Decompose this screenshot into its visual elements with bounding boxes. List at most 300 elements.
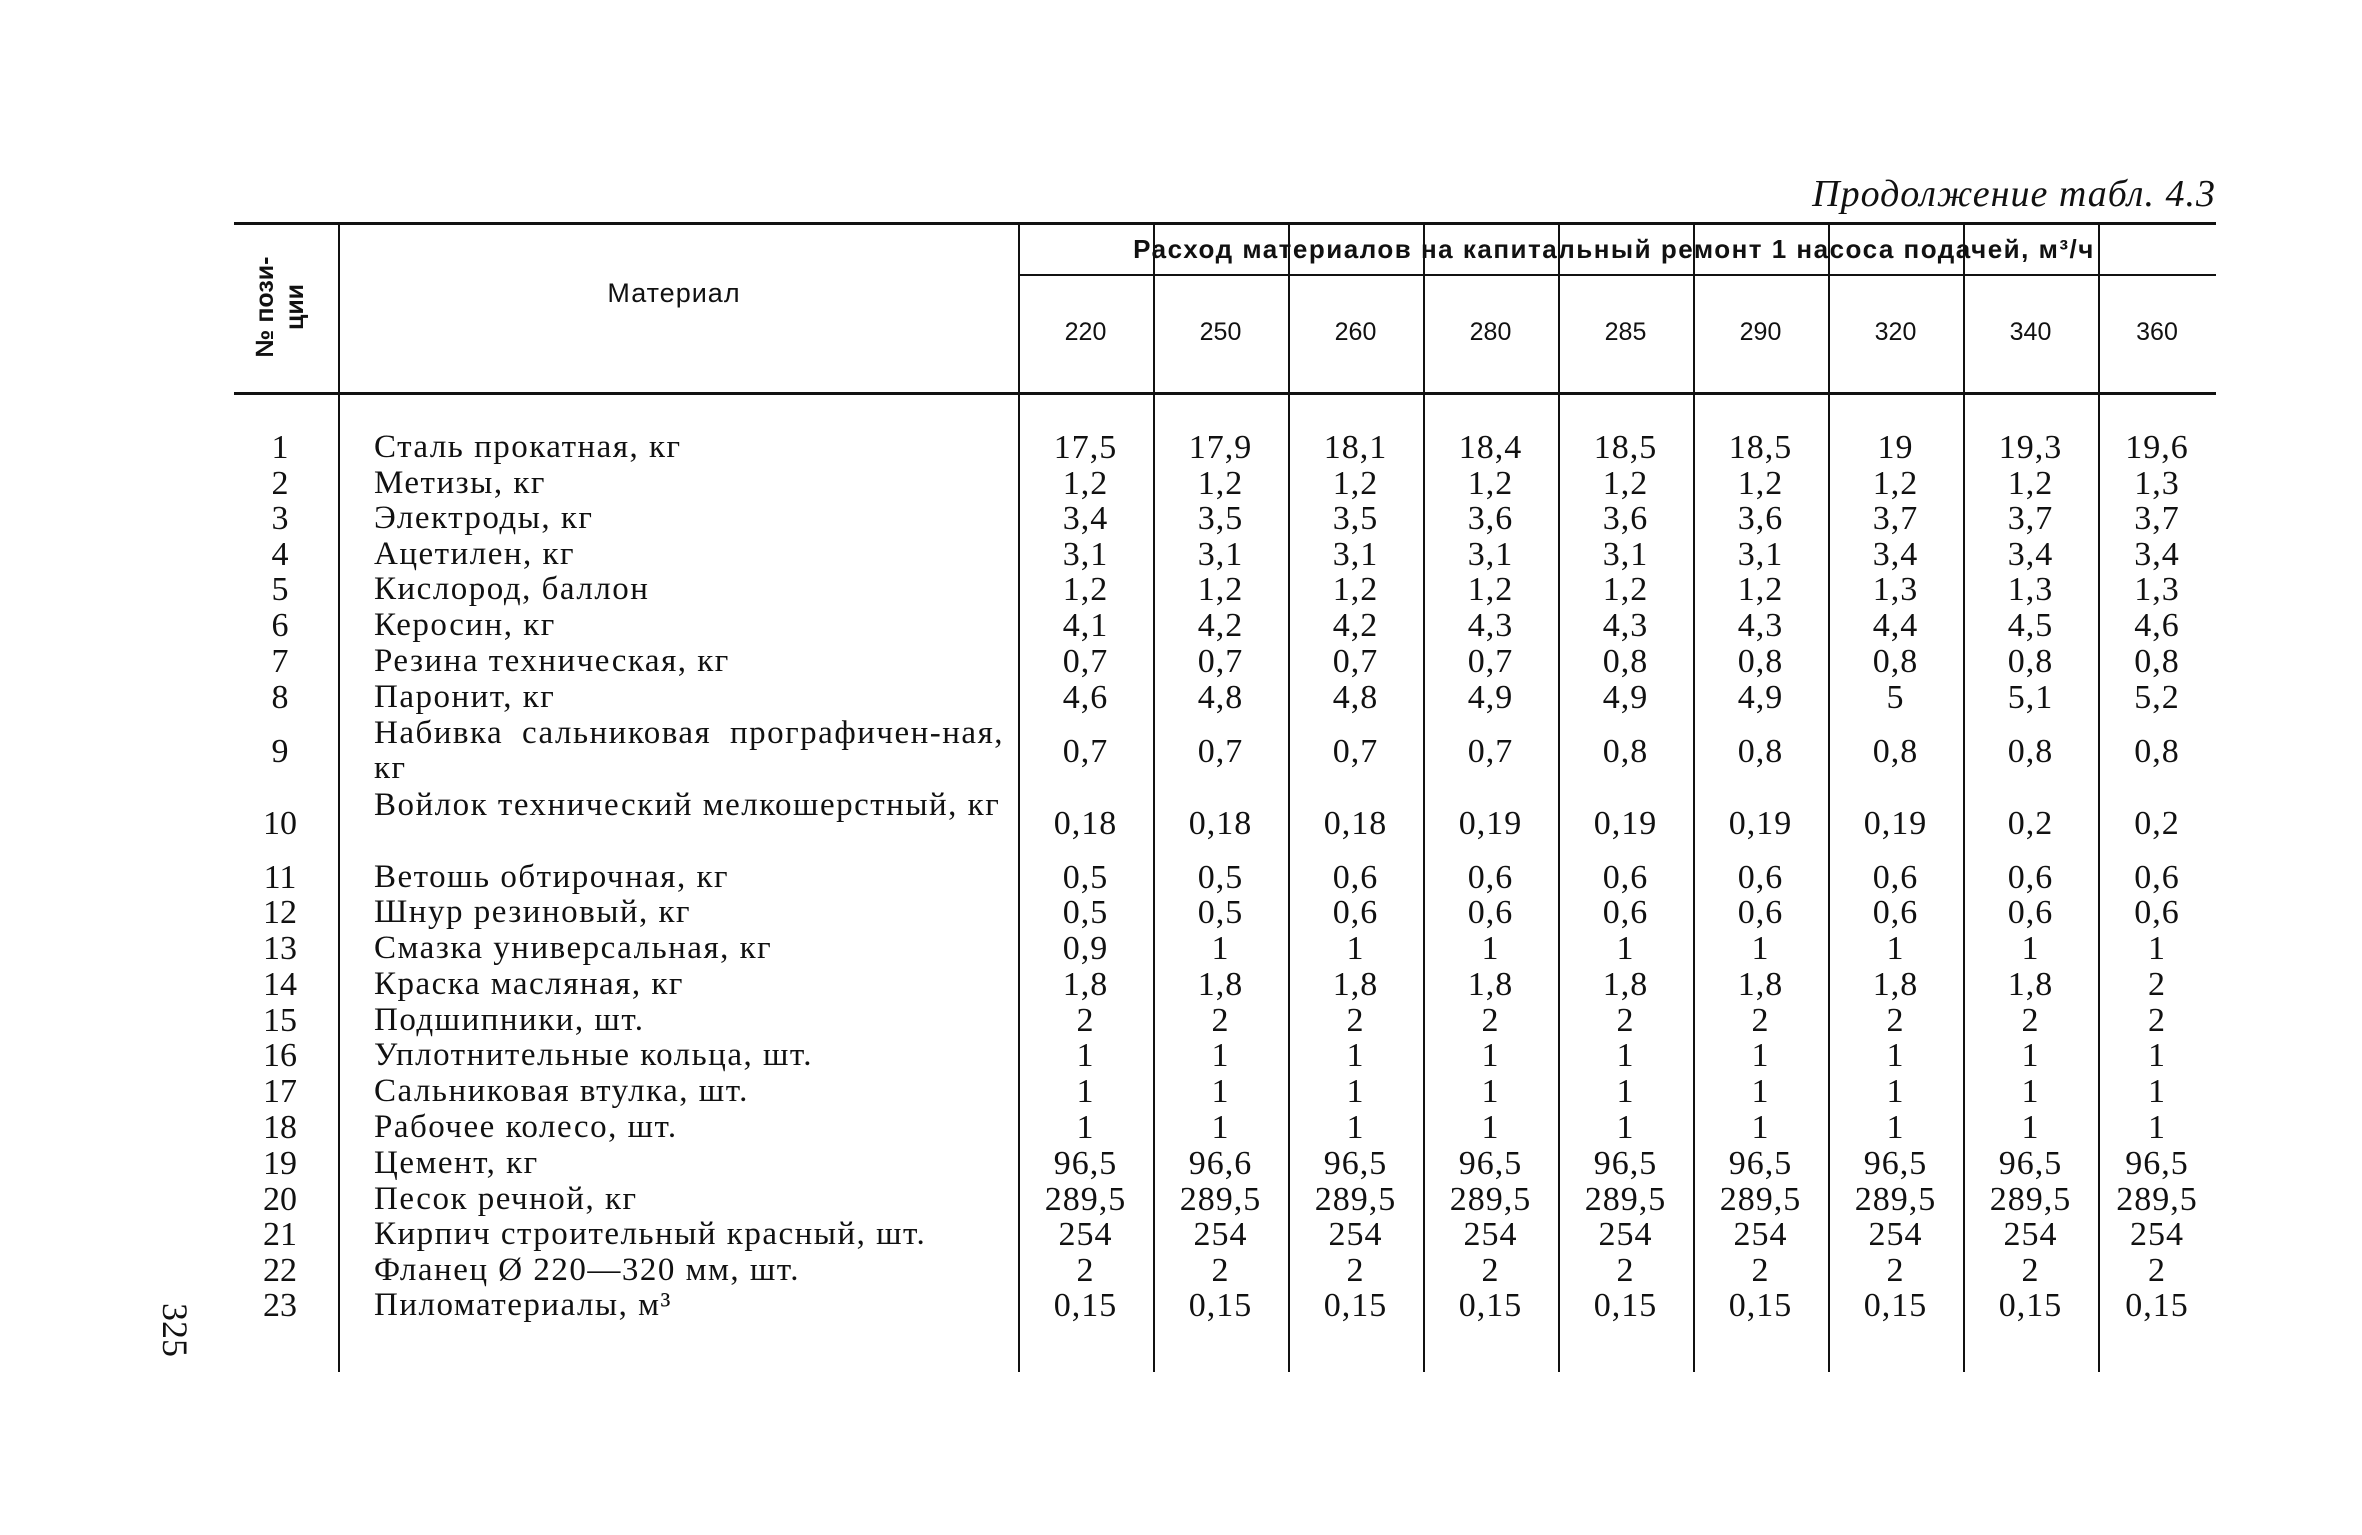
row-value-260: 1 xyxy=(1346,1073,1365,1110)
row-value-285: 254 xyxy=(1598,1216,1653,1253)
row-material: Шнур резиновый, кг xyxy=(374,894,692,930)
row-value-280: 2 xyxy=(1481,1252,1500,1289)
row-value-320: 5 xyxy=(1886,679,1905,716)
row-value-290: 0,8 xyxy=(1737,733,1784,770)
row-value-290: 289,5 xyxy=(1719,1181,1802,1218)
table-row xyxy=(234,788,2216,860)
row-value-220: 1,2 xyxy=(1062,465,1109,502)
row-position-number: 18 xyxy=(263,1109,297,1146)
row-position-number: 10 xyxy=(263,805,297,842)
row-value-280: 2 xyxy=(1481,1002,1500,1039)
row-position-number: 22 xyxy=(263,1252,297,1289)
row-position-number: 16 xyxy=(263,1037,297,1074)
row-value-285: 1,8 xyxy=(1602,966,1649,1003)
row-value-260: 0,6 xyxy=(1332,894,1379,931)
row-value-280: 4,9 xyxy=(1467,679,1514,716)
row-value-260: 3,1 xyxy=(1332,536,1379,573)
row-value-250: 0,7 xyxy=(1197,643,1244,680)
row-position-number: 19 xyxy=(263,1145,297,1182)
table-row xyxy=(234,537,2216,572)
table-row xyxy=(234,860,2216,895)
row-value-250: 1,8 xyxy=(1197,966,1244,1003)
row-value-260: 4,2 xyxy=(1332,607,1379,644)
column-divider xyxy=(1693,222,1695,1372)
row-material: Сальниковая втулка, шт. xyxy=(374,1073,749,1109)
row-position-number: 12 xyxy=(263,894,297,931)
row-value-320: 0,15 xyxy=(1863,1287,1928,1324)
row-value-320: 0,8 xyxy=(1872,733,1919,770)
row-position-number: 14 xyxy=(263,966,297,1003)
row-value-290: 1 xyxy=(1751,1037,1770,1074)
row-value-290: 96,5 xyxy=(1728,1145,1793,1182)
column-divider xyxy=(1018,222,1020,1372)
row-value-290: 0,15 xyxy=(1728,1287,1793,1324)
row-value-280: 289,5 xyxy=(1449,1181,1532,1218)
row-value-320: 0,6 xyxy=(1872,859,1919,896)
row-value-340: 1,2 xyxy=(2007,465,2054,502)
row-value-280: 0,19 xyxy=(1458,805,1523,842)
row-value-340: 3,7 xyxy=(2007,500,2054,537)
row-value-280: 254 xyxy=(1463,1216,1518,1253)
row-material: Цемент, кг xyxy=(374,1145,539,1181)
row-value-360: 1 xyxy=(2148,1073,2166,1110)
row-value-285: 1 xyxy=(1616,1109,1635,1146)
materials-table xyxy=(234,222,2216,1372)
row-value-340: 2 xyxy=(2021,1252,2040,1289)
row-value-320: 289,5 xyxy=(1854,1181,1937,1218)
row-value-260: 2 xyxy=(1346,1002,1365,1039)
row-value-250: 289,5 xyxy=(1179,1181,1262,1218)
header-material: Материал xyxy=(607,277,741,308)
row-value-340: 5,1 xyxy=(2007,679,2054,716)
row-value-260: 4,8 xyxy=(1332,679,1379,716)
row-value-360: 96,5 xyxy=(2125,1145,2189,1182)
row-value-280: 0,7 xyxy=(1467,733,1514,770)
row-material: Резина техническая, кг xyxy=(374,643,730,679)
row-value-290: 2 xyxy=(1751,1002,1770,1039)
row-value-360: 0,8 xyxy=(2134,643,2180,680)
row-value-260: 0,15 xyxy=(1323,1287,1388,1324)
row-position-number: 3 xyxy=(271,500,289,537)
row-value-260: 0,18 xyxy=(1323,805,1388,842)
table-row xyxy=(234,608,2216,644)
row-value-220: 2 xyxy=(1076,1252,1095,1289)
row-value-285: 0,8 xyxy=(1602,643,1649,680)
table-row xyxy=(234,1074,2216,1110)
row-value-320: 1,8 xyxy=(1872,966,1919,1003)
row-value-220: 3,4 xyxy=(1062,500,1109,537)
row-value-250: 4,2 xyxy=(1197,607,1244,644)
row-value-220: 4,6 xyxy=(1062,679,1109,716)
row-value-285: 0,15 xyxy=(1593,1287,1658,1324)
row-value-360: 1 xyxy=(2148,930,2166,967)
row-value-250: 4,8 xyxy=(1197,679,1244,716)
row-value-360: 1 xyxy=(2148,1109,2166,1146)
row-value-360: 254 xyxy=(2130,1216,2184,1253)
row-material: Электроды, кг xyxy=(374,500,594,536)
header-capacity-220: 220 xyxy=(1064,318,1107,346)
row-value-340: 0,8 xyxy=(2007,733,2054,770)
row-value-280: 96,5 xyxy=(1458,1145,1523,1182)
row-position-number: 7 xyxy=(271,643,289,680)
row-value-360: 0,8 xyxy=(2134,733,2180,770)
row-value-360: 2 xyxy=(2148,966,2166,1003)
row-value-260: 1 xyxy=(1346,1109,1365,1146)
row-value-360: 2 xyxy=(2148,1002,2166,1039)
table-row xyxy=(234,1003,2216,1038)
row-value-340: 0,6 xyxy=(2007,859,2054,896)
row-value-360: 4,6 xyxy=(2134,607,2180,644)
row-value-290: 3,6 xyxy=(1737,500,1784,537)
row-value-290: 0,6 xyxy=(1737,894,1784,931)
row-value-320: 1 xyxy=(1886,1073,1905,1110)
row-position-number: 23 xyxy=(263,1287,297,1324)
row-value-290: 1 xyxy=(1751,1073,1770,1110)
row-value-360: 1 xyxy=(2148,1037,2166,1074)
row-material: Набивка сальниковая прографичен-ная, кг xyxy=(374,715,1004,786)
header-capacity-360: 360 xyxy=(2136,318,2178,346)
header-capacity-260: 260 xyxy=(1334,318,1377,346)
row-value-250: 1 xyxy=(1211,1037,1230,1074)
row-value-220: 0,7 xyxy=(1062,643,1109,680)
row-value-285: 1 xyxy=(1616,1073,1635,1110)
row-value-320: 19 xyxy=(1877,429,1914,466)
row-value-285: 2 xyxy=(1616,1252,1635,1289)
row-position-number: 20 xyxy=(263,1181,297,1218)
row-position-number: 21 xyxy=(263,1216,297,1253)
table-row xyxy=(234,1288,2216,1324)
column-divider xyxy=(338,222,340,1372)
row-value-250: 3,5 xyxy=(1197,500,1244,537)
row-material: Рабочее колесо, шт. xyxy=(374,1109,678,1145)
row-value-360: 1,3 xyxy=(2134,571,2180,608)
table-top-rule xyxy=(234,222,2216,225)
row-value-220: 0,5 xyxy=(1062,894,1109,931)
table-row xyxy=(234,572,2216,608)
row-value-340: 0,2 xyxy=(2007,805,2054,842)
row-value-220: 2 xyxy=(1076,1002,1095,1039)
row-value-250: 3,1 xyxy=(1197,536,1244,573)
column-divider xyxy=(1423,222,1425,1372)
header-position-number xyxy=(230,226,330,388)
row-value-285: 2 xyxy=(1616,1002,1635,1039)
row-material: Смазка универсальная, кг xyxy=(374,930,773,966)
row-value-260: 1,2 xyxy=(1332,465,1379,502)
row-value-285: 0,6 xyxy=(1602,894,1649,931)
row-value-285: 3,6 xyxy=(1602,500,1649,537)
row-value-260: 18,1 xyxy=(1323,429,1388,466)
row-value-290: 0,6 xyxy=(1737,859,1784,896)
row-value-250: 0,15 xyxy=(1188,1287,1253,1324)
column-divider xyxy=(1153,222,1155,1372)
table-row xyxy=(234,501,2216,537)
row-value-280: 3,6 xyxy=(1467,500,1514,537)
row-value-320: 1 xyxy=(1886,1109,1905,1146)
row-value-220: 1 xyxy=(1076,1109,1095,1146)
row-material: Войлок технический мелкошерстный, кг xyxy=(374,787,1001,823)
row-material: Фланец Ø 220—320 мм, шт. xyxy=(374,1252,800,1288)
header-position-label: № пози- ции xyxy=(251,256,309,358)
row-value-340: 19,3 xyxy=(1998,429,2063,466)
row-value-320: 1,3 xyxy=(1872,571,1919,608)
row-value-220: 96,5 xyxy=(1053,1145,1118,1182)
table-row xyxy=(234,430,2216,466)
row-value-320: 3,7 xyxy=(1872,500,1919,537)
row-value-250: 17,9 xyxy=(1188,429,1253,466)
row-value-280: 0,6 xyxy=(1467,859,1514,896)
row-value-285: 96,5 xyxy=(1593,1145,1658,1182)
header-consumption-group: Расход материалов на капитальный ремонт 1 насоса подачей, м³/ч xyxy=(1133,234,2095,264)
table-row xyxy=(234,680,2216,716)
row-value-260: 0,7 xyxy=(1332,733,1379,770)
row-value-290: 18,5 xyxy=(1728,429,1793,466)
row-value-220: 254 xyxy=(1058,1216,1113,1253)
row-value-360: 0,6 xyxy=(2134,894,2180,931)
row-position-number: 4 xyxy=(271,536,289,573)
row-value-280: 1 xyxy=(1481,930,1500,967)
header-group-rule xyxy=(1018,274,2216,276)
row-value-280: 1,2 xyxy=(1467,465,1514,502)
table-caption: Продолжение табл. 4.3 xyxy=(1812,173,2216,215)
header-capacity-280: 280 xyxy=(1469,318,1512,346)
row-value-340: 289,5 xyxy=(1989,1181,2072,1218)
table-row xyxy=(234,1038,2216,1074)
row-value-360: 3,4 xyxy=(2134,536,2180,573)
row-material: Краска масляная, кг xyxy=(374,966,684,1002)
row-value-340: 1 xyxy=(2021,1037,2040,1074)
row-value-250: 0,7 xyxy=(1197,733,1244,770)
header-capacity-250: 250 xyxy=(1199,318,1242,346)
row-value-320: 2 xyxy=(1886,1252,1905,1289)
row-position-number: 1 xyxy=(271,429,289,466)
row-value-285: 1 xyxy=(1616,1037,1635,1074)
row-value-260: 0,6 xyxy=(1332,859,1379,896)
row-value-320: 0,19 xyxy=(1863,805,1928,842)
row-material: Кирпич строительный красный, шт. xyxy=(374,1216,927,1252)
column-divider xyxy=(1558,222,1560,1372)
row-value-250: 254 xyxy=(1193,1216,1248,1253)
table-row xyxy=(234,931,2216,967)
row-value-250: 0,5 xyxy=(1197,859,1244,896)
row-value-290: 1 xyxy=(1751,1109,1770,1146)
row-position-number: 15 xyxy=(263,1002,297,1039)
row-value-290: 254 xyxy=(1733,1216,1788,1253)
row-value-340: 1,3 xyxy=(2007,571,2054,608)
row-value-220: 3,1 xyxy=(1062,536,1109,573)
row-value-250: 96,6 xyxy=(1188,1145,1253,1182)
row-value-360: 289,5 xyxy=(2116,1181,2198,1218)
row-value-320: 3,4 xyxy=(1872,536,1919,573)
row-position-number: 6 xyxy=(271,607,289,644)
row-material: Сталь прокатная, кг xyxy=(374,429,682,465)
row-value-280: 0,15 xyxy=(1458,1287,1523,1324)
row-value-320: 96,5 xyxy=(1863,1145,1928,1182)
row-value-320: 1,2 xyxy=(1872,465,1919,502)
row-value-285: 0,19 xyxy=(1593,805,1658,842)
row-value-285: 1,2 xyxy=(1602,571,1649,608)
row-value-290: 4,9 xyxy=(1737,679,1784,716)
row-value-250: 2 xyxy=(1211,1002,1230,1039)
row-value-290: 3,1 xyxy=(1737,536,1784,573)
row-value-320: 0,6 xyxy=(1872,894,1919,931)
column-divider xyxy=(1828,222,1830,1372)
row-value-250: 1,2 xyxy=(1197,571,1244,608)
row-value-290: 1,8 xyxy=(1737,966,1784,1003)
row-value-220: 0,15 xyxy=(1053,1287,1118,1324)
row-value-260: 3,5 xyxy=(1332,500,1379,537)
row-value-290: 1 xyxy=(1751,930,1770,967)
row-value-340: 3,4 xyxy=(2007,536,2054,573)
row-value-285: 4,9 xyxy=(1602,679,1649,716)
header-bottom-rule xyxy=(234,392,2216,395)
row-material: Уплотнительные кольца, шт. xyxy=(374,1037,814,1073)
row-value-360: 0,2 xyxy=(2134,805,2180,842)
column-divider xyxy=(2098,222,2100,1372)
row-value-250: 1 xyxy=(1211,930,1230,967)
row-value-285: 18,5 xyxy=(1593,429,1658,466)
table-row xyxy=(234,1182,2216,1217)
table-row xyxy=(234,644,2216,680)
row-value-280: 1 xyxy=(1481,1037,1500,1074)
row-value-320: 0,8 xyxy=(1872,643,1919,680)
row-value-280: 3,1 xyxy=(1467,536,1514,573)
row-value-250: 1 xyxy=(1211,1109,1230,1146)
row-position-number: 2 xyxy=(271,465,289,502)
row-material: Подшипники, шт. xyxy=(374,1002,645,1038)
row-value-220: 0,7 xyxy=(1062,733,1109,770)
row-value-320: 4,4 xyxy=(1872,607,1919,644)
row-value-250: 1 xyxy=(1211,1073,1230,1110)
row-material: Ацетилен, кг xyxy=(374,536,576,572)
row-value-280: 18,4 xyxy=(1458,429,1523,466)
row-value-220: 1 xyxy=(1076,1037,1095,1074)
row-material: Паронит, кг xyxy=(374,679,556,715)
table-row xyxy=(234,895,2216,931)
header-capacity-290: 290 xyxy=(1739,318,1782,346)
row-value-340: 2 xyxy=(2021,1002,2040,1039)
row-value-320: 254 xyxy=(1868,1216,1923,1253)
row-value-285: 1 xyxy=(1616,930,1635,967)
row-value-220: 0,5 xyxy=(1062,859,1109,896)
row-position-number: 8 xyxy=(271,679,289,716)
row-value-360: 1,3 xyxy=(2134,465,2180,502)
row-value-340: 1 xyxy=(2021,1109,2040,1146)
row-value-360: 5,2 xyxy=(2134,679,2180,716)
row-value-260: 96,5 xyxy=(1323,1145,1388,1182)
row-value-280: 0,6 xyxy=(1467,894,1514,931)
row-value-290: 1,2 xyxy=(1737,571,1784,608)
row-value-320: 1 xyxy=(1886,930,1905,967)
row-value-340: 1 xyxy=(2021,1073,2040,1110)
row-value-260: 1 xyxy=(1346,930,1365,967)
row-value-220: 0,9 xyxy=(1062,930,1109,967)
row-value-285: 4,3 xyxy=(1602,607,1649,644)
row-value-290: 0,8 xyxy=(1737,643,1784,680)
row-value-320: 1 xyxy=(1886,1037,1905,1074)
row-value-360: 0,15 xyxy=(2125,1287,2189,1324)
row-value-220: 0,18 xyxy=(1053,805,1118,842)
page-number xyxy=(148,1303,195,1384)
row-material: Кислород, баллон xyxy=(374,571,650,607)
row-value-340: 0,6 xyxy=(2007,894,2054,931)
row-value-280: 1,8 xyxy=(1467,966,1514,1003)
row-value-290: 1,2 xyxy=(1737,465,1784,502)
row-value-340: 96,5 xyxy=(1998,1145,2063,1182)
row-position-number: 5 xyxy=(271,571,289,608)
row-value-250: 0,5 xyxy=(1197,894,1244,931)
row-value-340: 0,8 xyxy=(2007,643,2054,680)
table-row xyxy=(234,1253,2216,1288)
row-material: Песок речной, кг xyxy=(374,1181,638,1217)
row-value-360: 19,6 xyxy=(2125,429,2189,466)
row-value-260: 0,7 xyxy=(1332,643,1379,680)
row-value-280: 1 xyxy=(1481,1109,1500,1146)
row-value-290: 2 xyxy=(1751,1252,1770,1289)
row-value-340: 1 xyxy=(2021,930,2040,967)
row-value-220: 4,1 xyxy=(1062,607,1109,644)
row-position-number: 13 xyxy=(263,930,297,967)
row-value-260: 254 xyxy=(1328,1216,1383,1253)
table-row xyxy=(234,967,2216,1003)
row-value-250: 1,2 xyxy=(1197,465,1244,502)
row-value-340: 1,8 xyxy=(2007,966,2054,1003)
row-material: Пиломатериалы, м³ xyxy=(374,1287,672,1323)
row-value-260: 1,2 xyxy=(1332,571,1379,608)
row-value-290: 4,3 xyxy=(1737,607,1784,644)
row-value-280: 0,7 xyxy=(1467,643,1514,680)
row-value-360: 0,6 xyxy=(2134,859,2180,896)
row-value-220: 1,8 xyxy=(1062,966,1109,1003)
header-capacity-340: 340 xyxy=(2009,318,2052,346)
table-row xyxy=(234,1110,2216,1146)
table-row xyxy=(234,1217,2216,1253)
row-value-360: 3,7 xyxy=(2134,500,2180,537)
row-value-285: 1,2 xyxy=(1602,465,1649,502)
row-value-340: 4,5 xyxy=(2007,607,2054,644)
row-value-285: 0,8 xyxy=(1602,733,1649,770)
row-value-285: 0,6 xyxy=(1602,859,1649,896)
row-value-360: 2 xyxy=(2148,1252,2166,1289)
row-value-260: 289,5 xyxy=(1314,1181,1397,1218)
row-material: Керосин, кг xyxy=(374,607,556,643)
row-value-320: 2 xyxy=(1886,1002,1905,1039)
row-value-280: 4,3 xyxy=(1467,607,1514,644)
row-value-290: 0,19 xyxy=(1728,805,1793,842)
row-position-number: 9 xyxy=(271,733,289,770)
row-material: Ветошь обтирочная, кг xyxy=(374,859,730,895)
row-value-280: 1,2 xyxy=(1467,571,1514,608)
row-value-250: 2 xyxy=(1211,1252,1230,1289)
row-value-340: 254 xyxy=(2003,1216,2058,1253)
row-value-220: 1,2 xyxy=(1062,571,1109,608)
header-capacity-285: 285 xyxy=(1604,318,1647,346)
row-value-260: 1 xyxy=(1346,1037,1365,1074)
column-divider xyxy=(1963,222,1965,1372)
table-row xyxy=(234,1146,2216,1182)
page-number-text: 325 xyxy=(155,1303,195,1357)
header-capacity-320: 320 xyxy=(1874,318,1917,346)
row-value-220: 17,5 xyxy=(1053,429,1118,466)
row-value-280: 1 xyxy=(1481,1073,1500,1110)
row-value-340: 0,15 xyxy=(1998,1287,2063,1324)
column-divider xyxy=(1288,222,1290,1372)
table-row xyxy=(234,466,2216,501)
table-row xyxy=(234,716,2216,788)
row-position-number: 11 xyxy=(263,859,297,896)
row-position-number: 17 xyxy=(263,1073,297,1110)
row-value-285: 3,1 xyxy=(1602,536,1649,573)
row-value-260: 2 xyxy=(1346,1252,1365,1289)
